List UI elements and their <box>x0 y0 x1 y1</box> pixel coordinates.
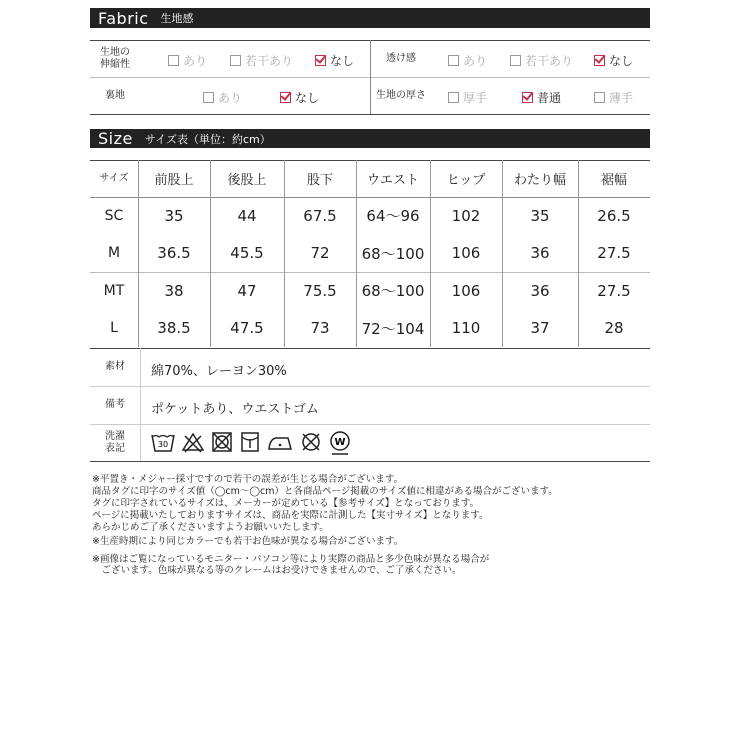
fabric-option-label: 厚手 <box>463 91 488 105</box>
note-line: ページに掲載いたしておりますサイズは、商品を実際に計測した【実寸サイズ】となります。 <box>92 510 489 521</box>
fabric-row-label: 生地の 伸縮性 <box>100 46 130 70</box>
size-subtitle: サイズ表（単位：約cm） <box>144 132 271 146</box>
fabric-option-label: なし <box>295 91 320 105</box>
size-cell: 35 <box>530 206 550 225</box>
checkbox-icon <box>448 55 459 66</box>
size-row-label: MT <box>103 282 125 299</box>
size-cell: 38.5 <box>157 319 191 338</box>
iron-low-icon <box>266 430 294 458</box>
size-cell: 44 <box>237 206 257 225</box>
note-line: あらかじめご了承くださいますようお願いいたします。 <box>92 522 329 533</box>
fabric-option <box>448 52 487 69</box>
size-cell: 72〜104 <box>361 319 425 338</box>
size-col-header: ヒップ <box>446 173 486 188</box>
size-cell: 35 <box>164 206 184 225</box>
note-line: ※生産時期により同じカラーでも若干お色味が異なる場合がございます。 <box>92 536 404 547</box>
care-label: 洗濯 表記 <box>105 430 125 454</box>
fabric-option-label: あり <box>183 54 208 68</box>
fabric-option <box>280 89 319 106</box>
size-cell: 64〜96 <box>366 207 420 226</box>
size-cell: 45.5 <box>230 244 264 263</box>
size-cell: 47 <box>237 281 257 300</box>
note-label: 備考 <box>105 399 125 410</box>
size-row-label: M <box>107 245 121 262</box>
size-cell: 102 <box>451 206 481 225</box>
checkbox-icon <box>230 55 241 66</box>
care-icons <box>150 430 352 458</box>
fabric-option <box>168 52 207 69</box>
fabric-option <box>315 52 354 69</box>
note-line: 商品タグに印字のサイズ値（◯cm〜◯cm）と各商品ページ掲載のサイズ値に相違がある場合がございます。 <box>92 486 558 497</box>
wash-30-icon <box>150 430 176 458</box>
fabric-option <box>594 89 633 106</box>
size-row-label: SC <box>104 207 124 224</box>
size-cell: 26.5 <box>597 206 631 225</box>
note-value: ポケットあり、ウエストゴム <box>151 402 319 417</box>
size-cell: 36 <box>530 281 550 300</box>
size-cell: 73 <box>310 319 330 338</box>
fabric-option-label: なし <box>609 54 634 68</box>
size-col-header: 前股上 <box>154 173 194 188</box>
checkbox-icon <box>448 92 459 103</box>
size-col-header: 後股上 <box>227 173 267 188</box>
size-cell: 106 <box>451 281 481 300</box>
note-line: ございます。色味が異なる等のクレームはお受けできませんので、ご了承ください。 <box>92 565 462 576</box>
size-cell: 38 <box>164 281 184 300</box>
checkbox-checked-icon <box>522 92 533 103</box>
size-cell: 75.5 <box>303 281 337 300</box>
checkbox-checked-icon <box>315 55 326 66</box>
checkbox-icon <box>203 92 214 103</box>
size-cell: 27.5 <box>597 281 631 300</box>
fabric-row-label: 透け感 <box>386 52 416 64</box>
fabric-section-header <box>90 8 650 28</box>
fabric-option-label: なし <box>330 54 355 68</box>
size-col-header: わたり幅 <box>513 173 566 188</box>
material-label: 素材 <box>105 361 125 372</box>
no-bleach-icon <box>181 430 205 458</box>
size-row-label: L <box>110 320 118 337</box>
size-col-header: ウエスト <box>366 173 419 188</box>
fabric-row-label: 生地の厚さ <box>376 89 426 101</box>
fabric-row-label: 裏地 <box>105 89 125 101</box>
size-cell: 47.5 <box>230 319 264 338</box>
note-line: ※平置き・メジャー採寸ですので若干の誤差が生じる場合がございます。 <box>92 474 404 485</box>
fabric-title: Fabric <box>98 8 149 28</box>
wash-temp: 30 <box>157 440 169 449</box>
size-cell: 27.5 <box>597 244 631 263</box>
fabric-option <box>522 89 561 106</box>
size-cell: 37 <box>530 319 550 338</box>
checkbox-checked-icon <box>594 55 605 66</box>
wet-clean-icon <box>328 430 352 458</box>
size-cell: 36.5 <box>157 244 191 263</box>
line-dry-icon <box>239 430 261 458</box>
size-cell: 67.5 <box>303 206 337 225</box>
size-col-header: 裾幅 <box>600 173 627 188</box>
size-cell: 36 <box>530 244 550 263</box>
size-cell: 28 <box>604 319 624 338</box>
fabric-option <box>448 89 487 106</box>
fabric-option <box>230 52 293 69</box>
size-cell: 110 <box>451 319 481 338</box>
no-dry-clean-icon <box>299 430 323 458</box>
size-section-header <box>90 129 650 148</box>
fabric-option <box>594 52 633 69</box>
checkbox-icon <box>168 55 179 66</box>
checkbox-icon <box>510 55 521 66</box>
material-value: 綿70%、レーヨン30% <box>151 364 287 379</box>
fabric-subtitle: 生地感 <box>160 12 194 25</box>
size-cell: 68〜100 <box>361 244 425 263</box>
no-tumble-dry-icon <box>210 430 234 458</box>
fabric-option <box>203 89 242 106</box>
fabric-option-label: あり <box>218 91 243 105</box>
checkbox-checked-icon <box>280 92 291 103</box>
svg-text:W: W <box>334 437 346 448</box>
size-col-header: 股下 <box>306 173 333 188</box>
fabric-option-label: 薄手 <box>609 91 634 105</box>
fabric-option-label: あり <box>463 54 488 68</box>
note-line: ※画像はご覧になっているモニター・パソコン等により実際の商品と多少色味が異なる場合が <box>92 554 490 565</box>
fabric-option <box>510 52 573 69</box>
fabric-option-label: 普通 <box>537 91 562 105</box>
size-cell: 72 <box>310 244 330 263</box>
checkbox-icon <box>594 92 605 103</box>
fabric-option-label: 若干あり <box>525 54 574 68</box>
note-line: タグに印字されているサイズは、メーカーが定めている【参考サイズ】となっております。 <box>92 498 480 509</box>
size-col-header-size: サイズ <box>99 172 129 184</box>
size-title: Size <box>98 129 133 148</box>
size-cell: 106 <box>451 244 481 263</box>
size-cell: 68〜100 <box>361 282 425 301</box>
fabric-option-label: 若干あり <box>245 54 294 68</box>
